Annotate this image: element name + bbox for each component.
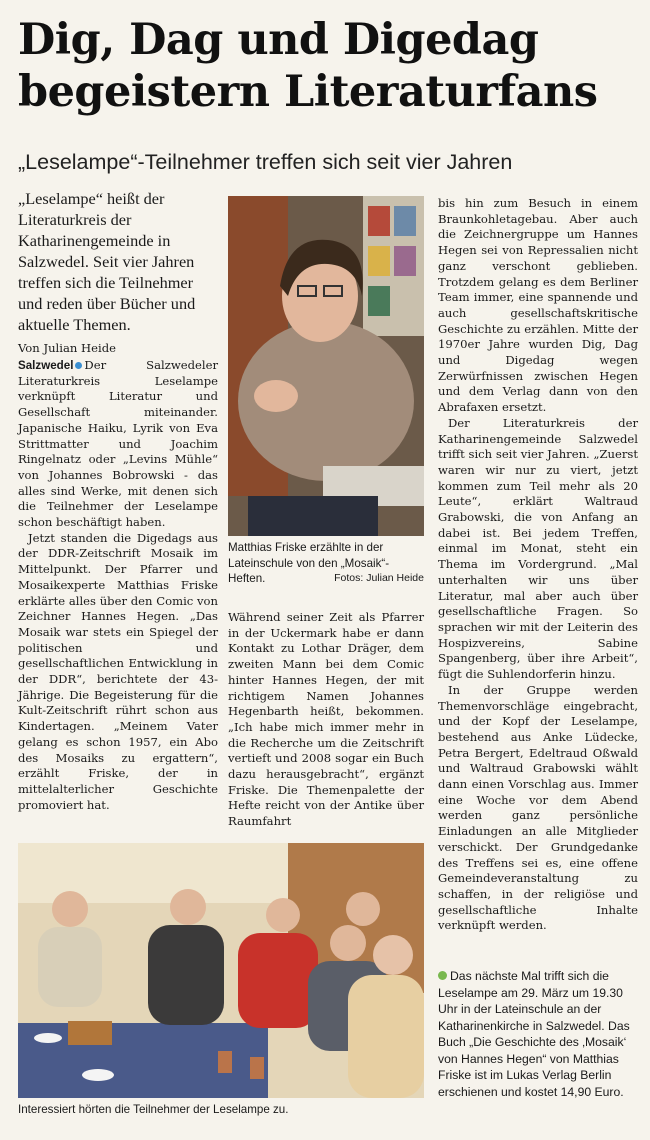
info-dot-icon	[438, 971, 447, 980]
lead-paragraph: „Leselampe“ heißt der Literaturkreis der Katharinengemeinde in Salzwedel. Seit vier Jahren treffen sich die Teilnehmer und reden über Bücher und aktuelle Themen.	[18, 189, 196, 334]
headline: Dig, Dag und Digedag begeistern Literaturfans	[18, 15, 598, 117]
portrait-photo-matthias-friske	[228, 196, 424, 536]
column-1	[18, 358, 218, 813]
column-1-paragraph-2: Jetzt standen die Digedags aus der DDR-Zeitschrift Mosaik im Mittelpunkt. Der Pfarrer und Mosaikexperte Matthias Friske erklärte alles über den Comic von Zeichner Hannes Hegen. „Das Mosaik war stets ein Spiegel der politischen und gesellschaftlichen Entwicklung in der DDR“, berichtete der 43-Jährige. Die Begeisterung für die Kult-Zeitschrift rührt schon aus Kindertagen. „Meinem Vater gelang es schon 1957, ein Abo des Mosaiks zu ergattern“, erzählt Friske, der in mittelalterlicher Geschichte promoviert hat.	[18, 530, 218, 812]
column-3-paragraph-2: Der Literaturkreis der Katharinengemeinde Salzwedel trifft sich seit vier Jahren. „Zuerst waren wir nur zu viert, jetzt kommen zum Teil mehr als 20 Leute“, erklärt Waltraud Grabowski, die von Anfang an dabei ist. Bei jedem Treffen, einmal im Monat, steht ein Thema im Vordergrund. „Mal unterhalten wir uns über Literatur, mal aber auch über gesellschaftliche Fragen. So sprachen wir mit der Leiterin des Hospizvereins, Sabine Spangenberg, über ihre Arbeit“, fügt die Suhlendorferin hinzu.	[438, 415, 638, 682]
group-photo-participants	[18, 843, 424, 1098]
column-3-paragraph-3: In der Gruppe werden Themenvorschläge eingebracht, und der Kopf der Leselampe, bestehend aus Anke Lüdecke, Petra Bergert, Edeltraud Oßwald und Waltraud Grabowski wählt dann einen Vorschlag aus. Immer eine Woche vor dem Abend werden ganz persönliche Einladungen an alle Mitglieder verschickt. Der Grundgedanke des Treffens sei es, eine offene Gemeindeveranstaltung zu schaffen, in der religiöse und gesellschaftliche Inhalte verknüpft werden.	[438, 682, 638, 933]
byline: Von Julian Heide	[18, 341, 116, 355]
info-box: Das nächste Mal trifft sich die Leselampe am 29. März um 19.30 Uhr in der Lateinschule an der Katharinenkirche in Salzwedel. Das Buch „Die Geschichte des ‚Mosaik‘ von Hannes Hegen“ von Matthias Friske ist im Lukas Verlag Berlin erschienen und kostet 14,90 Euro.	[438, 969, 630, 1099]
column-2-paragraph-1: Während seiner Zeit als Pfarrer in der Uckermark habe er dann Kontakt zu Lothar Dräger, dem zweiten Mann bei dem Comic hinter Hannes Hegen, der mit richtigem Namen Johannes Hegenbarth heißt, bekommen. „Ich habe mich immer mehr in die Recherche um die Zeitschrift vertieft und 2008 sogar ein Buch dazu herausgebracht“, ergänzt Friske. Die Themenpalette der Hefte reicht von der Antike über Raumfahrt	[228, 610, 424, 829]
column-2	[228, 610, 424, 830]
column-3	[438, 196, 638, 934]
column-1-paragraph-1: Salzwedel Der Salzwedeler Literaturkreis Leselampe verknüpft Literatur und Gesellschaft miteinander. Japanische Haiku, Lyrik von Eva Strittmatter und Joachim Ringelnatz oder „Levins Mühle“ von Johannes Bobrowski - das alles sind Werke, mit denen sich die Teilnehmer der Leselampe schon beschäftigt haben.	[18, 358, 218, 530]
bullet-dot-icon	[75, 362, 82, 369]
column-3-paragraph-1: bis hin zum Besuch in einem Braunkohletagebau. Aber auch die Zeichnergruppe um Hannes Hegen sei von Repressalien nicht ganz verschont geblieben. Trotzdem gelang es dem Berliner Team immer, eine spannende und auch gesellschaftskritische Geschichte zu erzählen. Mitte der 1970er Jahre wurden Dig, Dag und Digedag wegen Zerwürfnissen zwischen Hegen und dem Verlag dann von den Abrafaxen ersetzt.	[438, 196, 638, 415]
photo-caption-portrait: Matthias Friske erzählte in der Lateinschule von den „Mosaik“-Heften. Fotos: Julian Heide	[228, 541, 424, 586]
subheadline: „Leselampe“-Teilnehmer treffen sich seit vier Jahren	[18, 150, 513, 174]
dateline: Salzwedel	[18, 359, 74, 372]
photo-credit: Fotos: Julian Heide	[334, 572, 424, 585]
photo-caption-group: Interessiert hörten die Teilnehmer der Leselampe zu.	[18, 1103, 289, 1116]
